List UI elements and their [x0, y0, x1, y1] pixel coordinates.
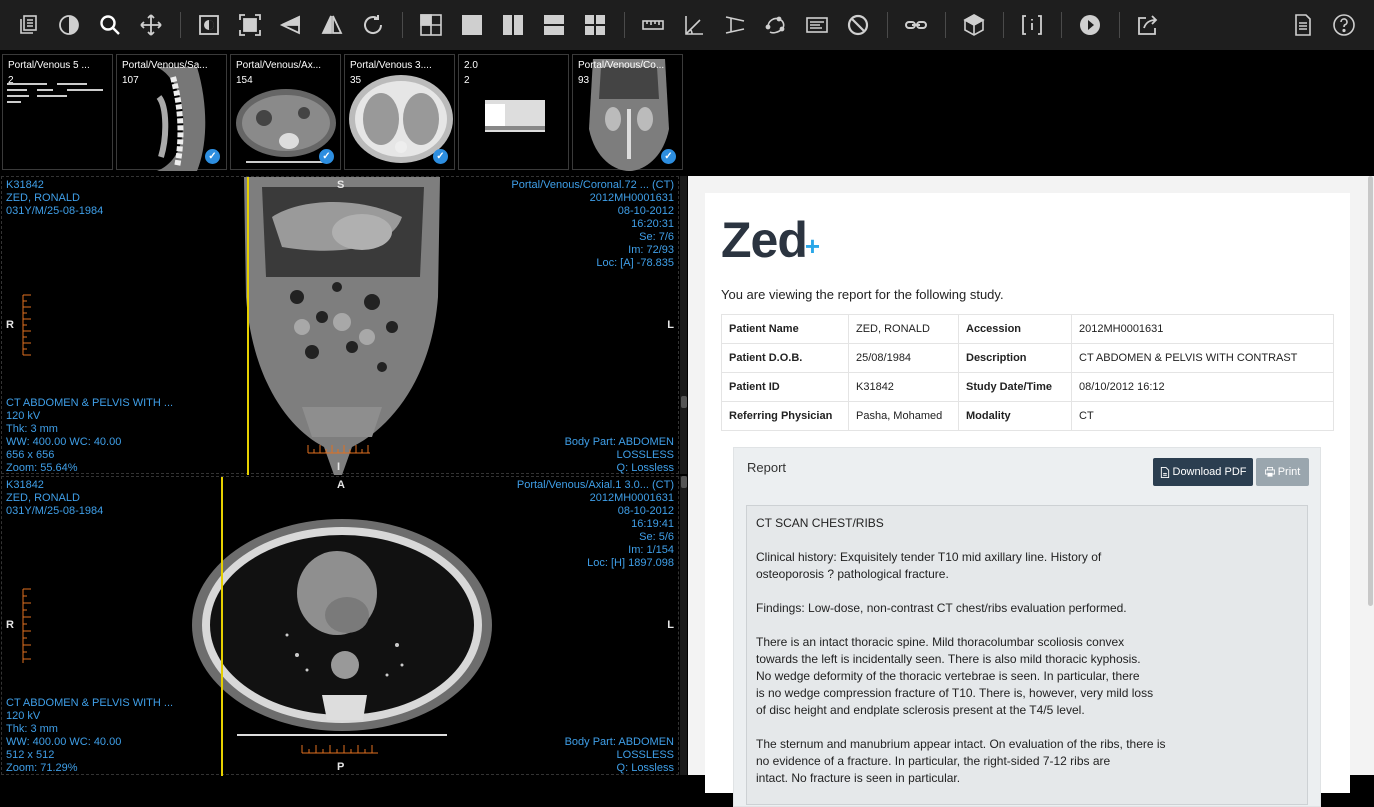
modality-value: CT — [1072, 402, 1334, 431]
layout-grid-icon[interactable] — [580, 9, 610, 41]
window-level: WW: 400.00 WC: 40.00 — [6, 436, 122, 448]
zed-logo — [721, 211, 821, 269]
series-description: Portal/Venous/Coronal.72 ... (CT) — [511, 179, 674, 191]
freehand-roi-icon[interactable] — [761, 9, 791, 41]
flip-horizontal-icon[interactable] — [276, 9, 306, 41]
accession: 2012MH0001631 — [589, 492, 674, 504]
invert-icon[interactable] — [194, 9, 224, 41]
orientation-bottom: P — [337, 761, 345, 773]
series-thumbnail[interactable] — [344, 54, 455, 170]
series-number: Se: 7/6 — [639, 231, 674, 243]
angle-icon[interactable] — [679, 9, 709, 41]
report-scrollbar-thumb[interactable] — [1368, 176, 1373, 606]
patient-name: ZED, RONALD — [6, 492, 80, 504]
report-panel — [688, 176, 1374, 785]
viewport-scrollbar[interactable] — [680, 176, 687, 474]
thumbnail-count: 2 — [8, 75, 14, 86]
thumbnail-count: 2 — [464, 75, 470, 86]
help-icon[interactable] — [1329, 9, 1359, 41]
scout-preview — [485, 100, 547, 134]
image-number: Im: 72/93 — [628, 244, 674, 256]
dob-label: Patient D.O.B. — [722, 344, 849, 373]
link-icon[interactable] — [901, 9, 931, 41]
checkmark-icon: ✓ — [661, 149, 676, 164]
report-text-preview — [7, 83, 107, 107]
series-thumbnails — [0, 52, 1374, 174]
scale-ruler — [20, 295, 34, 357]
report-section — [733, 447, 1321, 807]
zoom-icon[interactable] — [95, 9, 125, 41]
series-number: Se: 5/6 — [639, 531, 674, 543]
scale-ruler-horizontal — [302, 745, 380, 757]
patient-id: K31842 — [6, 179, 44, 191]
compression: LOSSLESS — [616, 449, 674, 461]
thumbnail-label: Portal/Venous/Co... — [578, 60, 665, 71]
report-paragraph: Findings: Low-dose, non-contrast CT chest/ribs evaluation performed. — [756, 601, 1127, 615]
kvp: 120 kV — [6, 410, 41, 422]
thumbnail-count: 35 — [350, 75, 362, 86]
layout-2x1-icon[interactable] — [539, 9, 569, 41]
logo-plus: + — [804, 231, 820, 261]
patient-id-value: K31842 — [849, 373, 959, 402]
series-thumbnail[interactable] — [116, 54, 227, 170]
table-row — [722, 315, 1334, 344]
study-description: CT ABDOMEN & PELVIS WITH ... — [6, 697, 174, 709]
toolbar-separator — [1061, 12, 1062, 38]
viewport-scrollbar[interactable] — [680, 476, 687, 775]
slice-location: Loc: [A] -78.835 — [596, 257, 674, 269]
series-description: Portal/Venous/Axial.1 3.0... (CT) — [516, 479, 674, 491]
3d-cube-icon[interactable] — [959, 9, 989, 41]
patient-name: ZED, RONALD — [6, 192, 80, 204]
orientation-right: L — [667, 319, 674, 331]
orientation-left: R — [6, 619, 14, 631]
report-text-area[interactable] — [746, 505, 1308, 805]
description-value: CT ABDOMEN & PELVIS WITH CONTRAST — [1072, 344, 1334, 373]
study-description: CT ABDOMEN & PELVIS WITH ... — [6, 397, 174, 409]
viewport-scrollbar-thumb[interactable] — [681, 476, 687, 488]
axial-ct-image — [187, 515, 497, 755]
file-pdf-icon — [1160, 467, 1170, 478]
scale-ruler-horizontal — [308, 445, 372, 457]
thumbnail-label: Portal/Venous 5 ... — [8, 60, 90, 71]
series-thumbnail[interactable] — [2, 54, 113, 170]
checkmark-icon: ✓ — [319, 149, 334, 164]
checkmark-icon: ✓ — [205, 149, 220, 164]
report-icon[interactable] — [1288, 9, 1318, 41]
thumbnail-count: 154 — [236, 75, 253, 86]
thumbnail-label: Portal/Venous/Ax... — [236, 60, 322, 71]
image-size: 656 x 656 — [6, 449, 55, 461]
print-button[interactable] — [1256, 458, 1309, 486]
series-thumbnail[interactable] — [572, 54, 683, 170]
study-date: 08-10-2012 — [617, 505, 674, 517]
thumbnail-count: 107 — [122, 75, 139, 86]
layout-1x1-icon[interactable] — [457, 9, 487, 41]
layout-1x2-icon[interactable] — [498, 9, 528, 41]
patient-name-value: ZED, RONALD — [849, 315, 959, 344]
accession: 2012MH0001631 — [589, 192, 674, 204]
download-pdf-label: Download PDF — [1172, 466, 1247, 478]
thumbnail-label: Portal/Venous/Sa... — [122, 60, 208, 71]
slice-location: Loc: [H] 1897.098 — [587, 557, 674, 569]
physician-value: Pasha, Mohamed — [849, 402, 959, 431]
clear-icon[interactable] — [843, 9, 873, 41]
window-level: WW: 400.00 WC: 40.00 — [6, 736, 122, 748]
coronal-ct-image — [242, 177, 442, 475]
viewport-scrollbar-thumb[interactable] — [681, 396, 687, 408]
share-icon[interactable] — [1133, 9, 1163, 41]
patient-id: K31842 — [6, 479, 44, 491]
accession-label: Accession — [959, 315, 1072, 344]
table-row — [722, 344, 1334, 373]
physician-label: Referring Physician — [722, 402, 849, 431]
toolbar — [0, 0, 1374, 50]
orientation-top: A — [337, 479, 345, 491]
compression: LOSSLESS — [616, 749, 674, 761]
reference-line — [247, 177, 249, 475]
study-info-table — [721, 314, 1334, 431]
scale-ruler — [20, 589, 34, 665]
logo-text: Zed — [721, 212, 807, 268]
kvp: 120 kV — [6, 710, 41, 722]
report-paragraph: There is an intact thoracic spine. Mild thoracolumbar scoliosis convex towards the left is incidentally seen. There is also mild thoracic kyphosis. No wedge deformity of the thoracic vertebrae is seen. In particular, there is no wedge compression fracture of T10. There is, however, very mild loss of disc height and endplate sclerosis present at the T4/5 level. — [756, 635, 1154, 717]
dob-value: 25/08/1984 — [849, 344, 959, 373]
series-thumbnail[interactable] — [230, 54, 341, 170]
thumbnail-count: 93 — [578, 75, 590, 86]
toolbar-separator — [1003, 12, 1004, 38]
report-paragraph: Clinical history: Exquisitely tender T10 mid axillary line. History of osteoporosis ? pathological fracture. — [756, 550, 1102, 581]
toolbar-separator — [945, 12, 946, 38]
rotate-icon[interactable] — [358, 9, 388, 41]
image-number: Im: 1/154 — [628, 544, 674, 556]
patient-info: 031Y/M/25-08-1984 — [6, 205, 104, 217]
patient-info: 031Y/M/25-08-1984 — [6, 505, 104, 517]
table-row — [722, 402, 1334, 431]
flip-vertical-icon[interactable] — [317, 9, 347, 41]
image-size: 512 x 512 — [6, 749, 55, 761]
info-icon[interactable] — [1017, 9, 1047, 41]
stack-icon[interactable] — [13, 9, 43, 41]
reference-line — [221, 477, 223, 776]
print-label: Print — [1277, 466, 1301, 478]
viewport-coronal[interactable] — [1, 176, 679, 474]
quality: Q: Lossless — [616, 462, 674, 474]
orientation-right: L — [667, 619, 674, 631]
body-part: Body Part: ABDOMEN — [564, 736, 674, 748]
study-date-value: 08/10/2012 16:12 — [1072, 373, 1334, 402]
fit-icon[interactable] — [235, 9, 265, 41]
checkmark-icon: ✓ — [433, 149, 448, 164]
print-icon — [1265, 467, 1275, 477]
thumbnail-label: Portal/Venous 3.... — [350, 60, 432, 71]
report-card — [705, 193, 1350, 793]
slice-thickness: Thk: 3 mm — [6, 723, 58, 735]
accession-value: 2012MH0001631 — [1072, 315, 1334, 344]
report-paragraph: The sternum and manubrium appear intact. On evaluation of the ribs, there is no evidence of a fracture. In particular, the right-sided 7-12 ribs are intact. No fracture is seen in particular. — [756, 737, 1166, 785]
toolbar-separator — [624, 12, 625, 38]
intro-text: You are viewing the report for the following study. — [721, 287, 1004, 302]
pan-icon[interactable] — [136, 9, 166, 41]
viewport-axial[interactable] — [1, 476, 679, 775]
zoom-level: Zoom: 55.64% — [6, 462, 78, 474]
contrast-icon[interactable] — [54, 9, 84, 41]
patient-name-label: Patient Name — [722, 315, 849, 344]
download-pdf-button[interactable] — [1153, 458, 1253, 486]
body-part: Body Part: ABDOMEN — [564, 436, 674, 448]
slice-thickness: Thk: 3 mm — [6, 423, 58, 435]
series-thumbnail[interactable] — [458, 54, 569, 170]
zoom-level: Zoom: 71.29% — [6, 762, 78, 774]
study-time: 16:20:31 — [631, 218, 674, 230]
study-date-label: Study Date/Time — [959, 373, 1072, 402]
quality: Q: Lossless — [616, 762, 674, 774]
annotation-icon[interactable] — [802, 9, 832, 41]
modality-label: Modality — [959, 402, 1072, 431]
study-time: 16:19:41 — [631, 518, 674, 530]
orientation-bottom: I — [337, 461, 341, 473]
study-date: 08-10-2012 — [617, 205, 674, 217]
report-heading: Report — [747, 460, 787, 475]
orientation-top: S — [337, 179, 345, 191]
ruler-icon[interactable] — [638, 9, 668, 41]
cobb-angle-icon[interactable] — [720, 9, 750, 41]
table-row — [722, 373, 1334, 402]
orientation-left: R — [6, 319, 14, 331]
toolbar-separator — [180, 12, 181, 38]
description-label: Description — [959, 344, 1072, 373]
toolbar-separator — [402, 12, 403, 38]
play-icon[interactable] — [1075, 9, 1105, 41]
report-paragraph: CT SCAN CHEST/RIBS — [756, 516, 884, 530]
patient-id-label: Patient ID — [722, 373, 849, 402]
thumbnail-label: 2.0 — [464, 60, 478, 71]
toolbar-separator — [887, 12, 888, 38]
toolbar-separator — [1119, 12, 1120, 38]
layout-2x2-icon[interactable] — [416, 9, 446, 41]
